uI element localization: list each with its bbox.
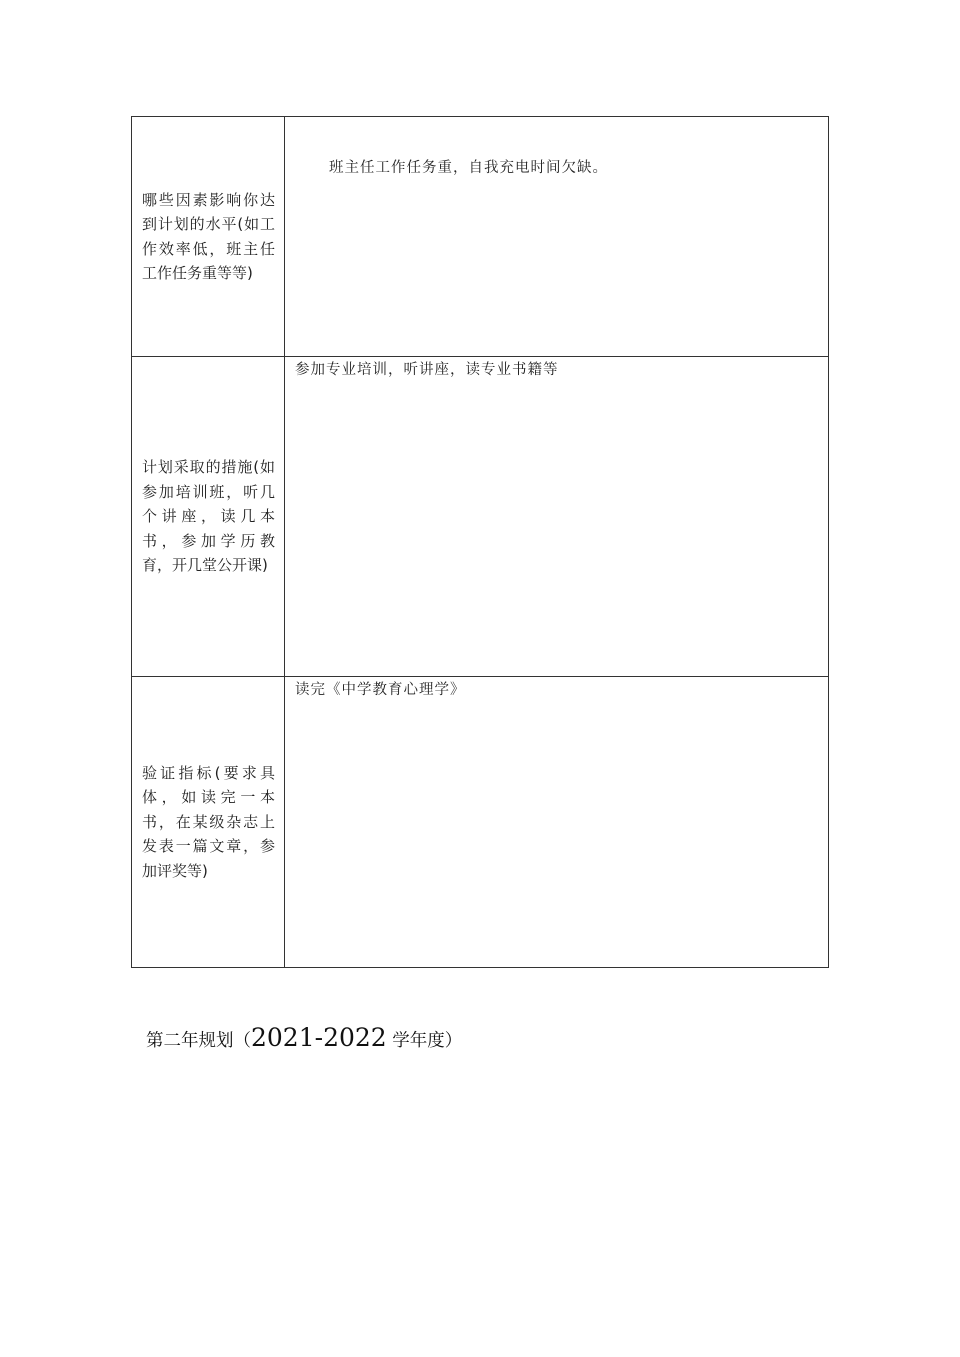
row-content-cell	[285, 677, 829, 968]
heading-prefix: 第二年规划（	[146, 1031, 251, 1051]
next-year-heading	[146, 1020, 462, 1059]
row-label-cell	[132, 117, 285, 357]
table-row	[132, 117, 829, 357]
row-content-cell	[285, 357, 829, 677]
heading-suffix: 学年度）	[386, 1031, 463, 1051]
plan-table	[131, 116, 829, 968]
heading-year-range: 2021-2022	[251, 1023, 387, 1052]
table-row	[132, 677, 829, 968]
row-label: 哪些因素影响你达到计划的水平(如工作效率低，班主任工作任务重等等)	[142, 190, 275, 282]
row-content: 参加专业培训，听讲座，读专业书籍等	[295, 362, 559, 378]
row-label: 计划采取的措施(如参加培训班，听几个讲座，读几本书，参加学历教育，开几堂公开课)	[142, 458, 275, 575]
row-label-cell	[132, 357, 285, 677]
table-row	[132, 357, 829, 677]
row-content-cell	[285, 117, 829, 357]
row-content: 读完《中学教育心理学》	[295, 682, 466, 698]
row-content: 班主任工作任务重，自我充电时间欠缺。	[329, 160, 608, 176]
row-label: 验证指标(要求具体，如读完一本书，在某级杂志上发表一篇文章，参加评奖等)	[142, 763, 275, 880]
row-label-cell	[132, 677, 285, 968]
